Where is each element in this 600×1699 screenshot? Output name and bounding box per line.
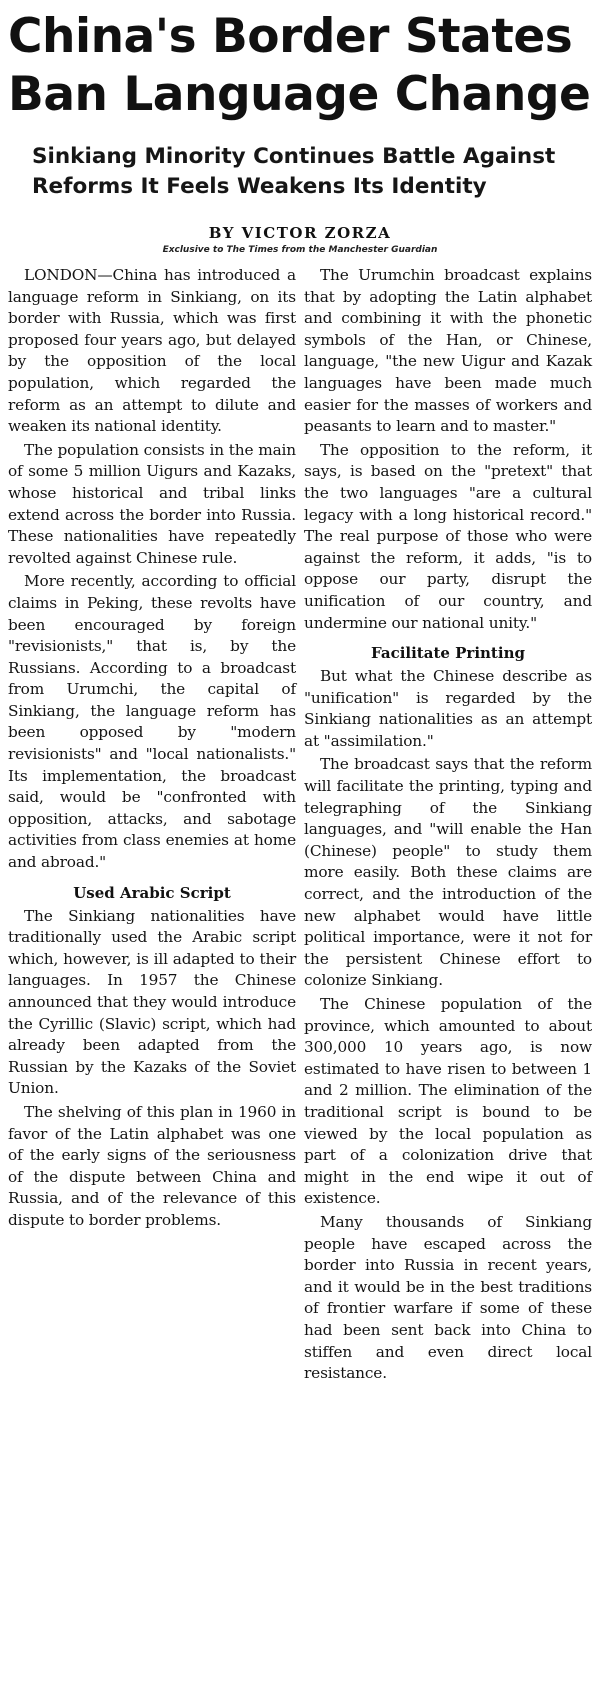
paragraph: The broadcast says that the reform will facilitate the printing, typing and telegraphing of the Sinkiang languages, and "will enable the Han (Chinese) people" to study them more easily. Both these claims are correct, and the introduction of the new alphabet would have little political importance, were it not for the persistent Chinese effort to colonize Sinkiang. bbox=[304, 755, 592, 990]
subheadline bbox=[32, 142, 592, 202]
paragraph: But what the Chinese describe as "unification" is regarded by the Sinkiang nationalities as an attempt at "assimilation." bbox=[304, 667, 592, 750]
left-column bbox=[8, 265, 296, 1387]
byline: BY VICTOR ZORZA bbox=[208, 224, 392, 242]
right-column bbox=[304, 265, 592, 1387]
paragraph: The Urumchin broadcast explains that by adopting the Latin alphabet and combining it with the phonetic symbols of the Han, or Chinese, language, "the new Uigur and Kazak languages have been made much easier for the masses of workers and peasants to learn and to master." bbox=[304, 266, 592, 436]
paragraph: Many thousands of Sinkiang people have escaped across the border into Russia in recent years, and it would be in the best traditions of frontier warfare if some of these had been sent back into China to stiffen and even direct local resistance. bbox=[304, 1212, 592, 1383]
section-subheading: Facilitate Printing bbox=[371, 644, 525, 663]
headline bbox=[8, 8, 592, 124]
paragraph: LONDON—China has introduced a language reform in Sinkiang, on its border with Russia, which was first proposed four years ago, but delayed by the opposition of the local population, which regarded the reform as an attempt to dilute and weaken its national identity. bbox=[8, 266, 296, 436]
paragraph: The shelving of this plan in 1960 in favor of the Latin alphabet was one of the early signs of the seriousness of the dispute between China and Russia, and of the relevance of this dispute to border problems. bbox=[8, 1102, 296, 1229]
paragraph: The Sinkiang nationalities have traditionally used the Arabic script which, however, is ill adapted to their languages. In 1957 the Chinese announced that they would introduce the Cyrillic (Slavic) script, which had already been adapted from the Russian by the Kazaks of the Soviet Union. bbox=[8, 906, 296, 1098]
section-subheading: Used Arabic Script bbox=[73, 883, 231, 902]
paragraph: More recently, according to official claims in Peking, these revolts have been encouraged by foreign "revisionists," that is, by the Russians. According to a broadcast from Urumchi, the capital of Sinkiang, the language reform has been opposed by "modern revisionists" and "local nationalists." Its implementation, the broadcast said, would be "confronted with opposition, attacks, and sabotage activities from class enemies at home and abroad." bbox=[8, 572, 296, 872]
headline-line-2: Ban Language Change bbox=[8, 67, 591, 122]
credit-line: Exclusive to The Times from the Manchester Guardian bbox=[162, 245, 438, 255]
subhead-line-1: Sinkiang Minority Continues Battle Against bbox=[32, 144, 556, 169]
paragraph: The population consists in the main of some 5 million Uigurs and Kazaks, whose historical and tribal links extend across the border into Russia. These nationalities have repeatedly revolted against Chinese rule. bbox=[8, 440, 296, 567]
paragraph: The Chinese population of the province, which amounted to about 300,000 10 years ago, is now estimated to have risen to between 1 and 2 million. The elimination of the traditional script is bound to be viewed by the local population as part of a colonization drive that might in the end wipe it out of existence. bbox=[304, 995, 592, 1208]
subhead-line-2: Reforms It Feels Weakens Its Identity bbox=[32, 174, 487, 199]
headline-line-1: China's Border States bbox=[8, 9, 573, 64]
paragraph: The opposition to the reform, it says, is based on the "pretext" that the two languages "are a cultural legacy with a long historical record." The real purpose of those who were against the reform, it adds, "is to oppose our party, disrupt the unification of our country, and undermine our national unity." bbox=[304, 440, 592, 632]
article-body bbox=[8, 265, 592, 1387]
